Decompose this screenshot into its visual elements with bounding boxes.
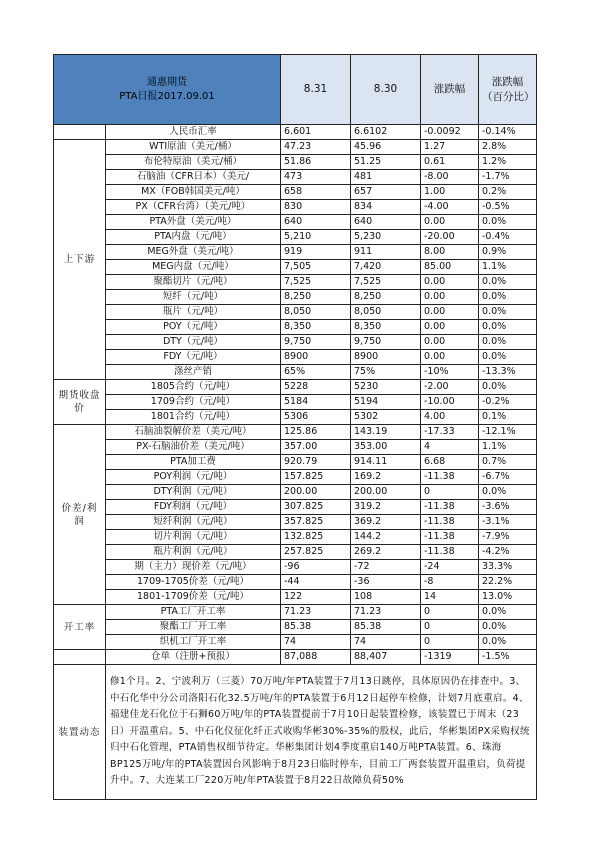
report-title-cell <box>54 55 281 125</box>
table-row <box>54 515 537 530</box>
table-row <box>54 215 537 230</box>
row-label: 期（主力）现价差（元/吨） <box>106 560 281 575</box>
change-value: 0 <box>421 605 479 620</box>
table-row <box>54 560 537 575</box>
table-row <box>54 440 537 455</box>
change-value: -11.38 <box>421 545 479 560</box>
pct-value: -6.7% <box>479 470 537 485</box>
table-row <box>54 125 537 140</box>
value-831: 5,210 <box>281 230 351 245</box>
pct-value: -3.1% <box>479 515 537 530</box>
table-row <box>54 365 537 380</box>
table-row <box>54 620 537 635</box>
value-830: 5302 <box>351 410 421 425</box>
row-label: MEG内盘（元/吨） <box>106 260 281 275</box>
value-830: 7,420 <box>351 260 421 275</box>
row-label: 聚酯切片（元/吨） <box>106 275 281 290</box>
table-row <box>54 185 537 200</box>
change-value: -11.38 <box>421 515 479 530</box>
value-830: 8,350 <box>351 320 421 335</box>
pct-value: 0.0% <box>479 380 537 395</box>
category-cell <box>54 650 106 665</box>
pct-value: 0.1% <box>479 410 537 425</box>
report-title: PTA日报2017.09.01 <box>119 90 215 102</box>
table-row <box>54 245 537 260</box>
pct-value: -1.7% <box>479 170 537 185</box>
value-830: 5,230 <box>351 230 421 245</box>
value-831: 6.601 <box>281 125 351 140</box>
value-831: 257.825 <box>281 545 351 560</box>
value-831: 65% <box>281 365 351 380</box>
value-830: 45.96 <box>351 140 421 155</box>
row-label: WTI原油（美元/桶） <box>106 140 281 155</box>
change-value: -11.38 <box>421 500 479 515</box>
news-text: 修1个月。2、宁波利万（三菱）70万吨/年PTA装置于7月13日跳停，具体原因仍在排查中。3、中石化华中分公司洛阳石化32.5万吨/年的PTA装置于6月12日起停车检修，计划7月底重启。4、福建佳龙石化位于石狮60万吨/年的PTA装置提前于7月10日起装置检修，该装置已于周末（23日）开温重启。5、中石化仪征化纤正式收购华彬30%-35%的股权，此后，华彬集团PX采购权统归中石化管理，PTA销售权细节待定。华彬集团计划4季度重启140万吨PTA装置。6、珠海BP125万吨/年的PTA装置因台风影响于8月23日临时停车，目前工厂两套装置开温重启，负荷提升中。7、大连某工厂220万吨/年PTA装置于8月22日故障负荷50% <box>106 665 537 800</box>
value-831: 9,750 <box>281 335 351 350</box>
pct-value: -0.14% <box>479 125 537 140</box>
pct-value: 33.3% <box>479 560 537 575</box>
value-831: 658 <box>281 185 351 200</box>
table-row <box>54 290 537 305</box>
header-row <box>54 55 537 125</box>
row-label: 仓单（注册+预报） <box>106 650 281 665</box>
value-830: 143.19 <box>351 425 421 440</box>
table-row <box>54 500 537 515</box>
value-831: 8900 <box>281 350 351 365</box>
table-row <box>54 470 537 485</box>
value-830: 169.2 <box>351 470 421 485</box>
row-label: 瓶片利润（元/吨） <box>106 545 281 560</box>
table-row <box>54 320 537 335</box>
pct-value: 1.1% <box>479 260 537 275</box>
value-831: 5306 <box>281 410 351 425</box>
value-831: 920.79 <box>281 455 351 470</box>
value-830: 353.00 <box>351 440 421 455</box>
pct-value: 0.0% <box>479 350 537 365</box>
value-831: -96 <box>281 560 351 575</box>
value-830: 71.23 <box>351 605 421 620</box>
value-831: 71.23 <box>281 605 351 620</box>
change-value: 0.00 <box>421 305 479 320</box>
table-row <box>54 335 537 350</box>
table-row <box>54 140 537 155</box>
change-value: -24 <box>421 560 479 575</box>
row-label: MX（FOB韩国美元/吨） <box>106 185 281 200</box>
company-name: 通惠期货 <box>147 76 187 88</box>
row-label: 短纤（元/吨） <box>106 290 281 305</box>
pct-value: -4.2% <box>479 545 537 560</box>
value-830: 7,525 <box>351 275 421 290</box>
date-col-831: 8.31 <box>281 55 351 125</box>
value-830: 200.00 <box>351 485 421 500</box>
row-label: 1801合约（元/吨） <box>106 410 281 425</box>
value-831: 8,250 <box>281 290 351 305</box>
category-cell: 上下游 <box>54 140 106 380</box>
value-830: 9,750 <box>351 335 421 350</box>
value-830: 8,050 <box>351 305 421 320</box>
value-830: 75% <box>351 365 421 380</box>
category-cell: 价差/利润 <box>54 425 106 605</box>
pct-value: 0.9% <box>479 245 537 260</box>
row-label: POY利润（元/吨） <box>106 470 281 485</box>
row-label: PTA工厂开工率 <box>106 605 281 620</box>
value-830: 5230 <box>351 380 421 395</box>
value-831: 919 <box>281 245 351 260</box>
pct-value: 1.1% <box>479 440 537 455</box>
value-831: 47.23 <box>281 140 351 155</box>
value-830: 108 <box>351 590 421 605</box>
row-label: PTA外盘（美元/吨） <box>106 215 281 230</box>
value-831: 8,050 <box>281 305 351 320</box>
row-label: 人民币汇率 <box>106 125 281 140</box>
value-831: 8,350 <box>281 320 351 335</box>
value-831: 51.86 <box>281 155 351 170</box>
pct-value: 13.0% <box>479 590 537 605</box>
change-value: 0.00 <box>421 275 479 290</box>
value-830: -72 <box>351 560 421 575</box>
value-831: 830 <box>281 200 351 215</box>
value-830: 640 <box>351 215 421 230</box>
change-value: 0 <box>421 635 479 650</box>
change-value: -4.00 <box>421 200 479 215</box>
pct-value: -0.4% <box>479 230 537 245</box>
row-label: 石脑油（CFR日本）（美元/ <box>106 170 281 185</box>
pct-value: 0.0% <box>479 335 537 350</box>
value-830: 85.38 <box>351 620 421 635</box>
value-830: 269.2 <box>351 545 421 560</box>
table-row <box>54 170 537 185</box>
row-label: PX（CFR台湾）（美元/吨） <box>106 200 281 215</box>
change-value: 0 <box>421 485 479 500</box>
table-row <box>54 410 537 425</box>
pct-value: 0.2% <box>479 185 537 200</box>
change-value: 14 <box>421 590 479 605</box>
value-831: 5184 <box>281 395 351 410</box>
value-830: 5194 <box>351 395 421 410</box>
change-value: -0.0092 <box>421 125 479 140</box>
value-831: 7,525 <box>281 275 351 290</box>
table-row <box>54 155 537 170</box>
table-row <box>54 380 537 395</box>
row-label: PX-石脑油价差（美元/吨） <box>106 440 281 455</box>
value-830: 51.25 <box>351 155 421 170</box>
value-830: 144.2 <box>351 530 421 545</box>
pct-value: 0.7% <box>479 455 537 470</box>
pct-value: -13.3% <box>479 365 537 380</box>
change-value: 4 <box>421 440 479 455</box>
table-row <box>54 530 537 545</box>
pct-value: 0.0% <box>479 605 537 620</box>
row-label: 聚酯工厂开工率 <box>106 620 281 635</box>
value-830: 834 <box>351 200 421 215</box>
table-row <box>54 650 537 665</box>
pct-value: 0.0% <box>479 635 537 650</box>
value-830: 6.6102 <box>351 125 421 140</box>
pct-value: -3.6% <box>479 500 537 515</box>
pct-value: 0.0% <box>479 215 537 230</box>
news-row <box>54 665 537 800</box>
change-value: -1319 <box>421 650 479 665</box>
pct-col-header: 涨跌幅（百分比） <box>479 55 537 125</box>
value-830: 914.11 <box>351 455 421 470</box>
pct-value: 0.0% <box>479 275 537 290</box>
value-831: 5228 <box>281 380 351 395</box>
pct-value: 22.2% <box>479 575 537 590</box>
row-label: 布伦特原油（美元/桶） <box>106 155 281 170</box>
value-830: 481 <box>351 170 421 185</box>
row-label: 1709合约（元/吨） <box>106 395 281 410</box>
table-row <box>54 350 537 365</box>
pct-value: 0.0% <box>479 620 537 635</box>
table-row <box>54 575 537 590</box>
value-831: 122 <box>281 590 351 605</box>
table-row <box>54 590 537 605</box>
change-value: 1.27 <box>421 140 479 155</box>
table-row <box>54 605 537 620</box>
value-831: 157.825 <box>281 470 351 485</box>
row-label: PTA加工费 <box>106 455 281 470</box>
value-830: 911 <box>351 245 421 260</box>
table-row <box>54 395 537 410</box>
change-col-header: 涨跌幅 <box>421 55 479 125</box>
value-831: 357.825 <box>281 515 351 530</box>
value-830: -36 <box>351 575 421 590</box>
row-label: 1709-1705价差（元/吨） <box>106 575 281 590</box>
change-value: -8 <box>421 575 479 590</box>
change-value: 0.00 <box>421 335 479 350</box>
change-value: -10% <box>421 365 479 380</box>
table-row <box>54 260 537 275</box>
table-row <box>54 485 537 500</box>
change-value: -17.33 <box>421 425 479 440</box>
pct-value: -1.5% <box>479 650 537 665</box>
value-831: 7,505 <box>281 260 351 275</box>
value-831: 357.00 <box>281 440 351 455</box>
change-value: 0.61 <box>421 155 479 170</box>
row-label: DTY利润（元/吨） <box>106 485 281 500</box>
row-label: 1805合约（元/吨） <box>106 380 281 395</box>
row-label: 切片利润（元/吨） <box>106 530 281 545</box>
row-label: FDY利润（元/吨） <box>106 500 281 515</box>
change-value: 1.00 <box>421 185 479 200</box>
change-value: -20.00 <box>421 230 479 245</box>
change-value: 85.00 <box>421 260 479 275</box>
row-label: DTY（元/吨） <box>106 335 281 350</box>
value-830: 319.2 <box>351 500 421 515</box>
row-label: 1801-1709价差（元/吨） <box>106 590 281 605</box>
value-830: 8900 <box>351 350 421 365</box>
change-value: 4.00 <box>421 410 479 425</box>
pct-value: 0.0% <box>479 305 537 320</box>
table-row <box>54 230 537 245</box>
pct-value: 0.0% <box>479 320 537 335</box>
value-831: 307.825 <box>281 500 351 515</box>
change-value: -11.38 <box>421 530 479 545</box>
value-831: 200.00 <box>281 485 351 500</box>
row-label: 瓶片（元/吨） <box>106 305 281 320</box>
pct-value: -12.1% <box>479 425 537 440</box>
pct-value: 1.2% <box>479 155 537 170</box>
table-row <box>54 425 537 440</box>
row-label: MEG外盘（美元/吨） <box>106 245 281 260</box>
row-label: FDY（元/吨） <box>106 350 281 365</box>
change-value: -10.00 <box>421 395 479 410</box>
value-830: 8,250 <box>351 290 421 305</box>
change-value: 0.00 <box>421 215 479 230</box>
category-cell <box>54 125 106 140</box>
pct-value: -7.9% <box>479 530 537 545</box>
table-row <box>54 200 537 215</box>
date-col-830: 8.30 <box>351 55 421 125</box>
change-value: -8.00 <box>421 170 479 185</box>
row-label: 织机工厂开工率 <box>106 635 281 650</box>
change-value: 0.00 <box>421 290 479 305</box>
row-label: PTA内盘（元/吨） <box>106 230 281 245</box>
change-value: 8.00 <box>421 245 479 260</box>
value-831: 85.38 <box>281 620 351 635</box>
pct-value: 0.0% <box>479 485 537 500</box>
value-831: 640 <box>281 215 351 230</box>
value-831: 74 <box>281 635 351 650</box>
row-label: POY（元/吨） <box>106 320 281 335</box>
value-830: 369.2 <box>351 515 421 530</box>
pta-daily-table <box>53 54 537 800</box>
change-value: 0.00 <box>421 350 479 365</box>
value-831: 473 <box>281 170 351 185</box>
value-830: 74 <box>351 635 421 650</box>
value-831: 87,088 <box>281 650 351 665</box>
pct-value: -0.5% <box>479 200 537 215</box>
value-831: -44 <box>281 575 351 590</box>
value-830: 657 <box>351 185 421 200</box>
row-label: 石脑油裂解价差（美元/吨） <box>106 425 281 440</box>
table-row <box>54 275 537 290</box>
value-831: 132.825 <box>281 530 351 545</box>
pct-value: -0.2% <box>479 395 537 410</box>
value-830: 88,407 <box>351 650 421 665</box>
change-value: -2.00 <box>421 380 479 395</box>
row-label: 短纤利润（元/吨） <box>106 515 281 530</box>
pct-value: 2.8% <box>479 140 537 155</box>
table-row <box>54 455 537 470</box>
table-row <box>54 545 537 560</box>
change-value: -11.38 <box>421 470 479 485</box>
category-cell: 开工率 <box>54 605 106 650</box>
pct-value: 0.0% <box>479 290 537 305</box>
category-cell: 期货收盘价 <box>54 380 106 425</box>
value-831: 125.86 <box>281 425 351 440</box>
news-label: 装置动态 <box>54 665 106 800</box>
table-row <box>54 305 537 320</box>
table-row <box>54 635 537 650</box>
change-value: 0.00 <box>421 320 479 335</box>
change-value: 0 <box>421 620 479 635</box>
change-value: 6.68 <box>421 455 479 470</box>
row-label: 涤丝产销 <box>106 365 281 380</box>
